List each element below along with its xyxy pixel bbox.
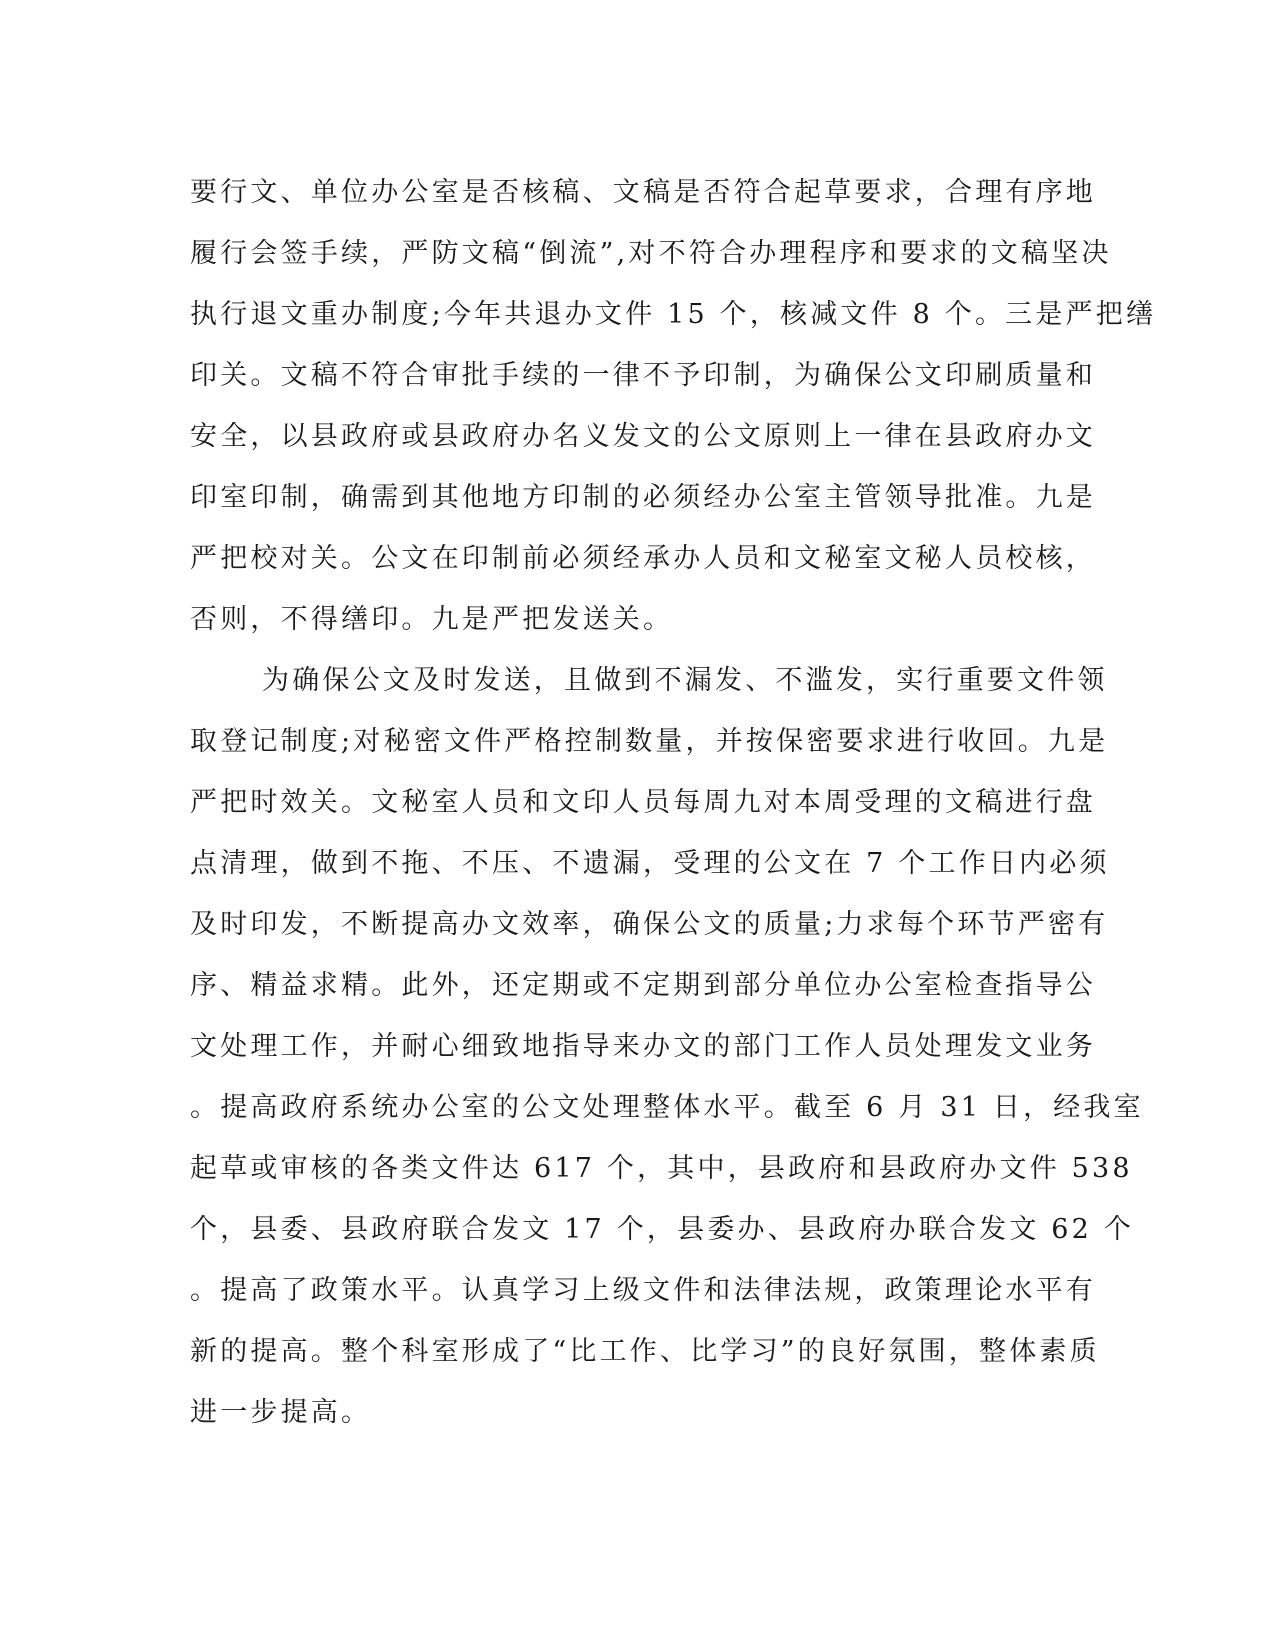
- text-line: 要行文、单位办公室是否核稿、文稿是否符合起草要求，合理有序地: [190, 177, 1096, 208]
- text-line: 文处理工作，并耐心细致地指导来办文的部门工作人员处理发文业务: [190, 1031, 1096, 1062]
- text-line: 起草或审核的各类文件达 617 个，其中，县政府和县政府办文件 538: [190, 1153, 1133, 1184]
- text-line: 及时印发，不断提高办文效率，确保公文的质量;力求每个环节严密有: [190, 909, 1109, 940]
- text-line: 新的提高。整个科室形成了“比工作、比学习”的良好氛围，整体素质: [190, 1336, 1100, 1367]
- text-line: 印关。文稿不符合审批手续的一律不予印制，为确保公文印刷质量和: [190, 360, 1096, 391]
- text-line: 。提高政府系统办公室的公文处理整体水平。截至 6 月 31 日，经我室: [190, 1092, 1144, 1123]
- text-line: 履行会签手续，严防文稿“倒流”,对不符合办理程序和要求的文稿坚决: [190, 238, 1112, 269]
- text-line: 个，县委、县政府联合发文 17 个，县委办、县政府办联合发文 62 个: [190, 1214, 1135, 1245]
- body-text: [190, 162, 1157, 1443]
- text-line: 执行退文重办制度;今年共退办文件 15 个，核减文件 8 个。三是严把缮: [190, 299, 1157, 330]
- text-line: 点清理，做到不拖、不压、不遗漏，受理的公文在 7 个工作日内必须: [190, 848, 1110, 879]
- text-line: 严把时效关。文秘室人员和文印人员每周九对本周受理的文稿进行盘: [190, 787, 1096, 818]
- text-line: 取登记制度;对秘密文件严格控制数量，并按保密要求进行收回。九是: [190, 726, 1109, 757]
- text-line: 进一步提高。: [190, 1397, 372, 1428]
- text-line: 否则，不得缮印。九是严把发送关。: [190, 604, 674, 635]
- paragraph-first-line: 为确保公文及时发送，且做到不漏发、不滥发，实行重要文件领: [262, 665, 1108, 696]
- text-line: 严把校对关。公文在印制前必须经承办人员和文秘室文秘人员校核，: [190, 543, 1096, 574]
- text-line: 安全，以县政府或县政府办名义发文的公文原则上一律在县政府办文: [190, 421, 1096, 452]
- text-line: 印室印制，确需到其他地方印制的必须经办公室主管领导批准。九是: [190, 482, 1096, 513]
- text-line: 。提高了政策水平。认真学习上级文件和法律法规，政策理论水平有: [190, 1275, 1096, 1306]
- text-line: 序、精益求精。此外，还定期或不定期到部分单位办公室检查指导公: [190, 970, 1096, 1001]
